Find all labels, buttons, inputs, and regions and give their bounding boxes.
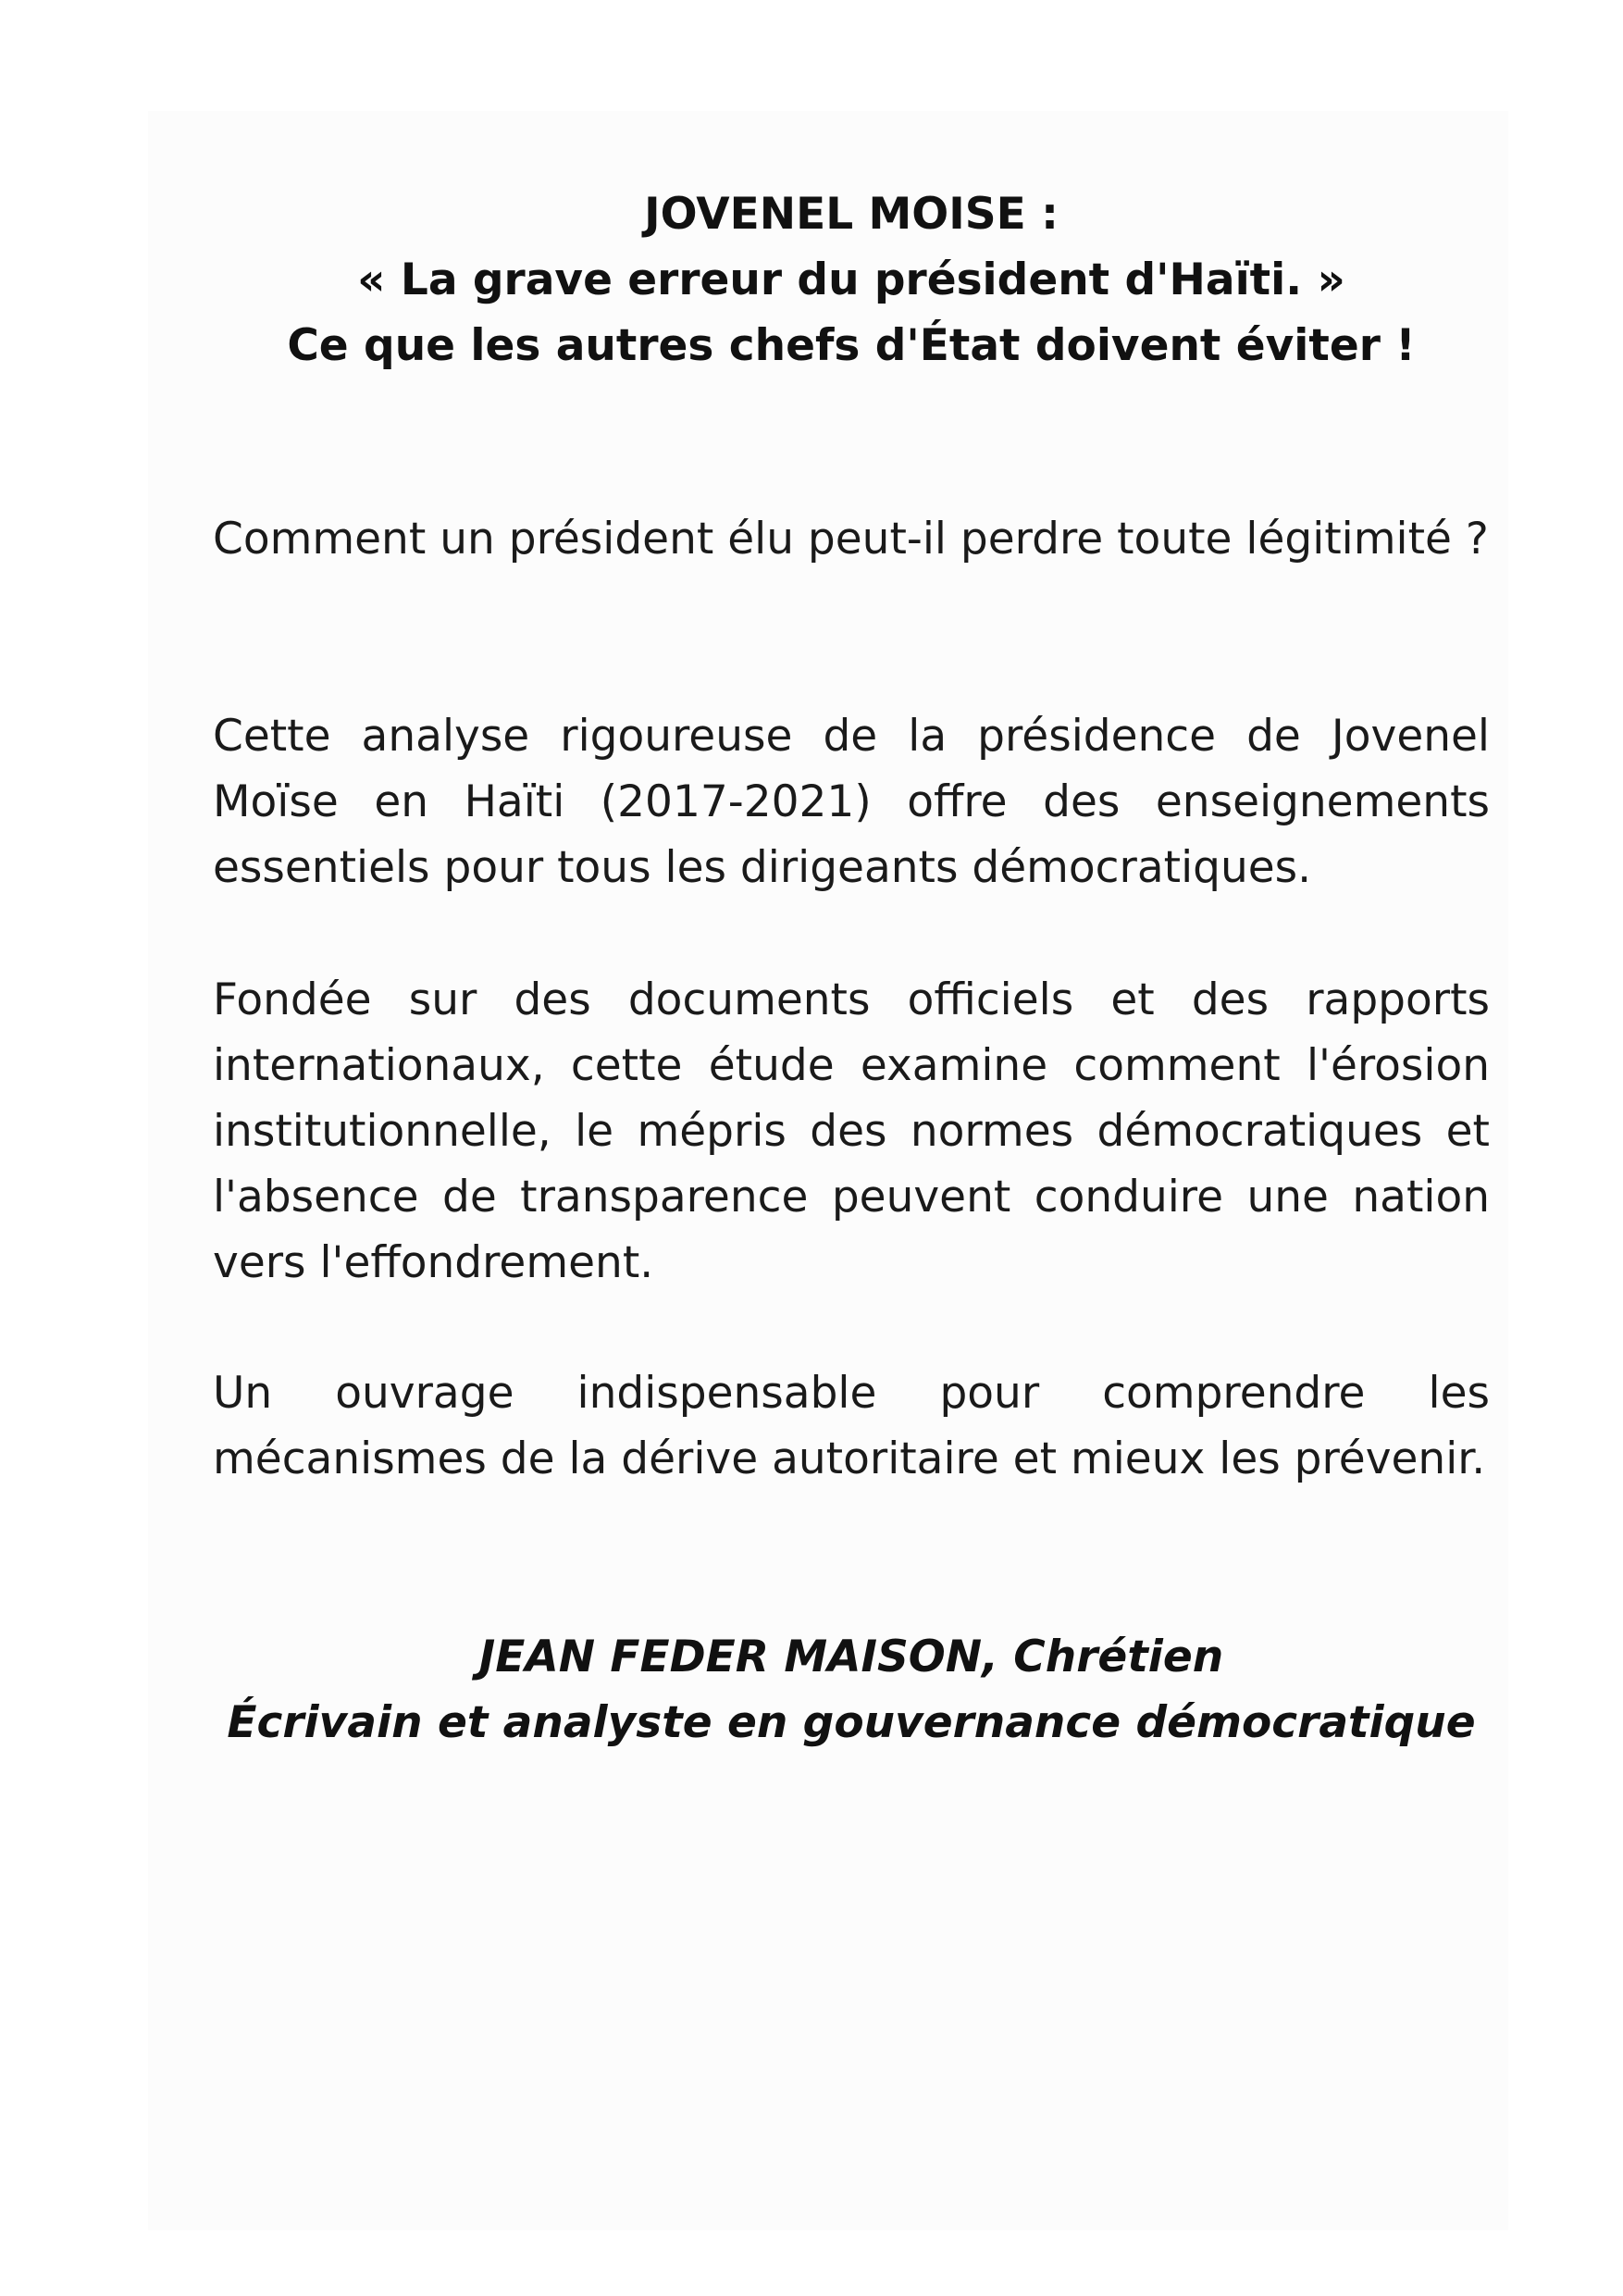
paragraph-question: Comment un président élu peut-il perdre toute légitimité ? (213, 514, 1489, 565)
author-signature (185, 1624, 1518, 1756)
title-line-2: « La grave erreur du président d'Haïti. » (357, 254, 1345, 305)
paragraph-conclusion: Un ouvrage indispensable pour comprendre les mécanismes de la dérive autoritaire et mieux les prévenir. (213, 1368, 1490, 1484)
document-title (213, 181, 1490, 379)
title-line-3: Ce que les autres chefs d'État doivent éviter ! (287, 320, 1416, 371)
paragraph-analysis: Cette analyse rigoureuse de la présidence de Jovenel Moïse en Haïti (2017-2021) offre des enseignements essentiels pour tous les dirigeants démocratiques. (213, 711, 1490, 893)
author-name: JEAN FEDER MAISON, Chrétien (478, 1632, 1224, 1682)
paragraph-study: Fondée sur des documents officiels et des rapports internationaux, cette étude examine comment l'érosion institutionnelle, le mépris des normes démocratiques et l'absence de transparence peuvent conduire une nation vers l'effondrement. (213, 974, 1490, 1288)
author-role: Écrivain et analyste en gouvernance démocratique (227, 1697, 1476, 1748)
title-line-1: JOVENEL MOISE : (644, 189, 1059, 240)
